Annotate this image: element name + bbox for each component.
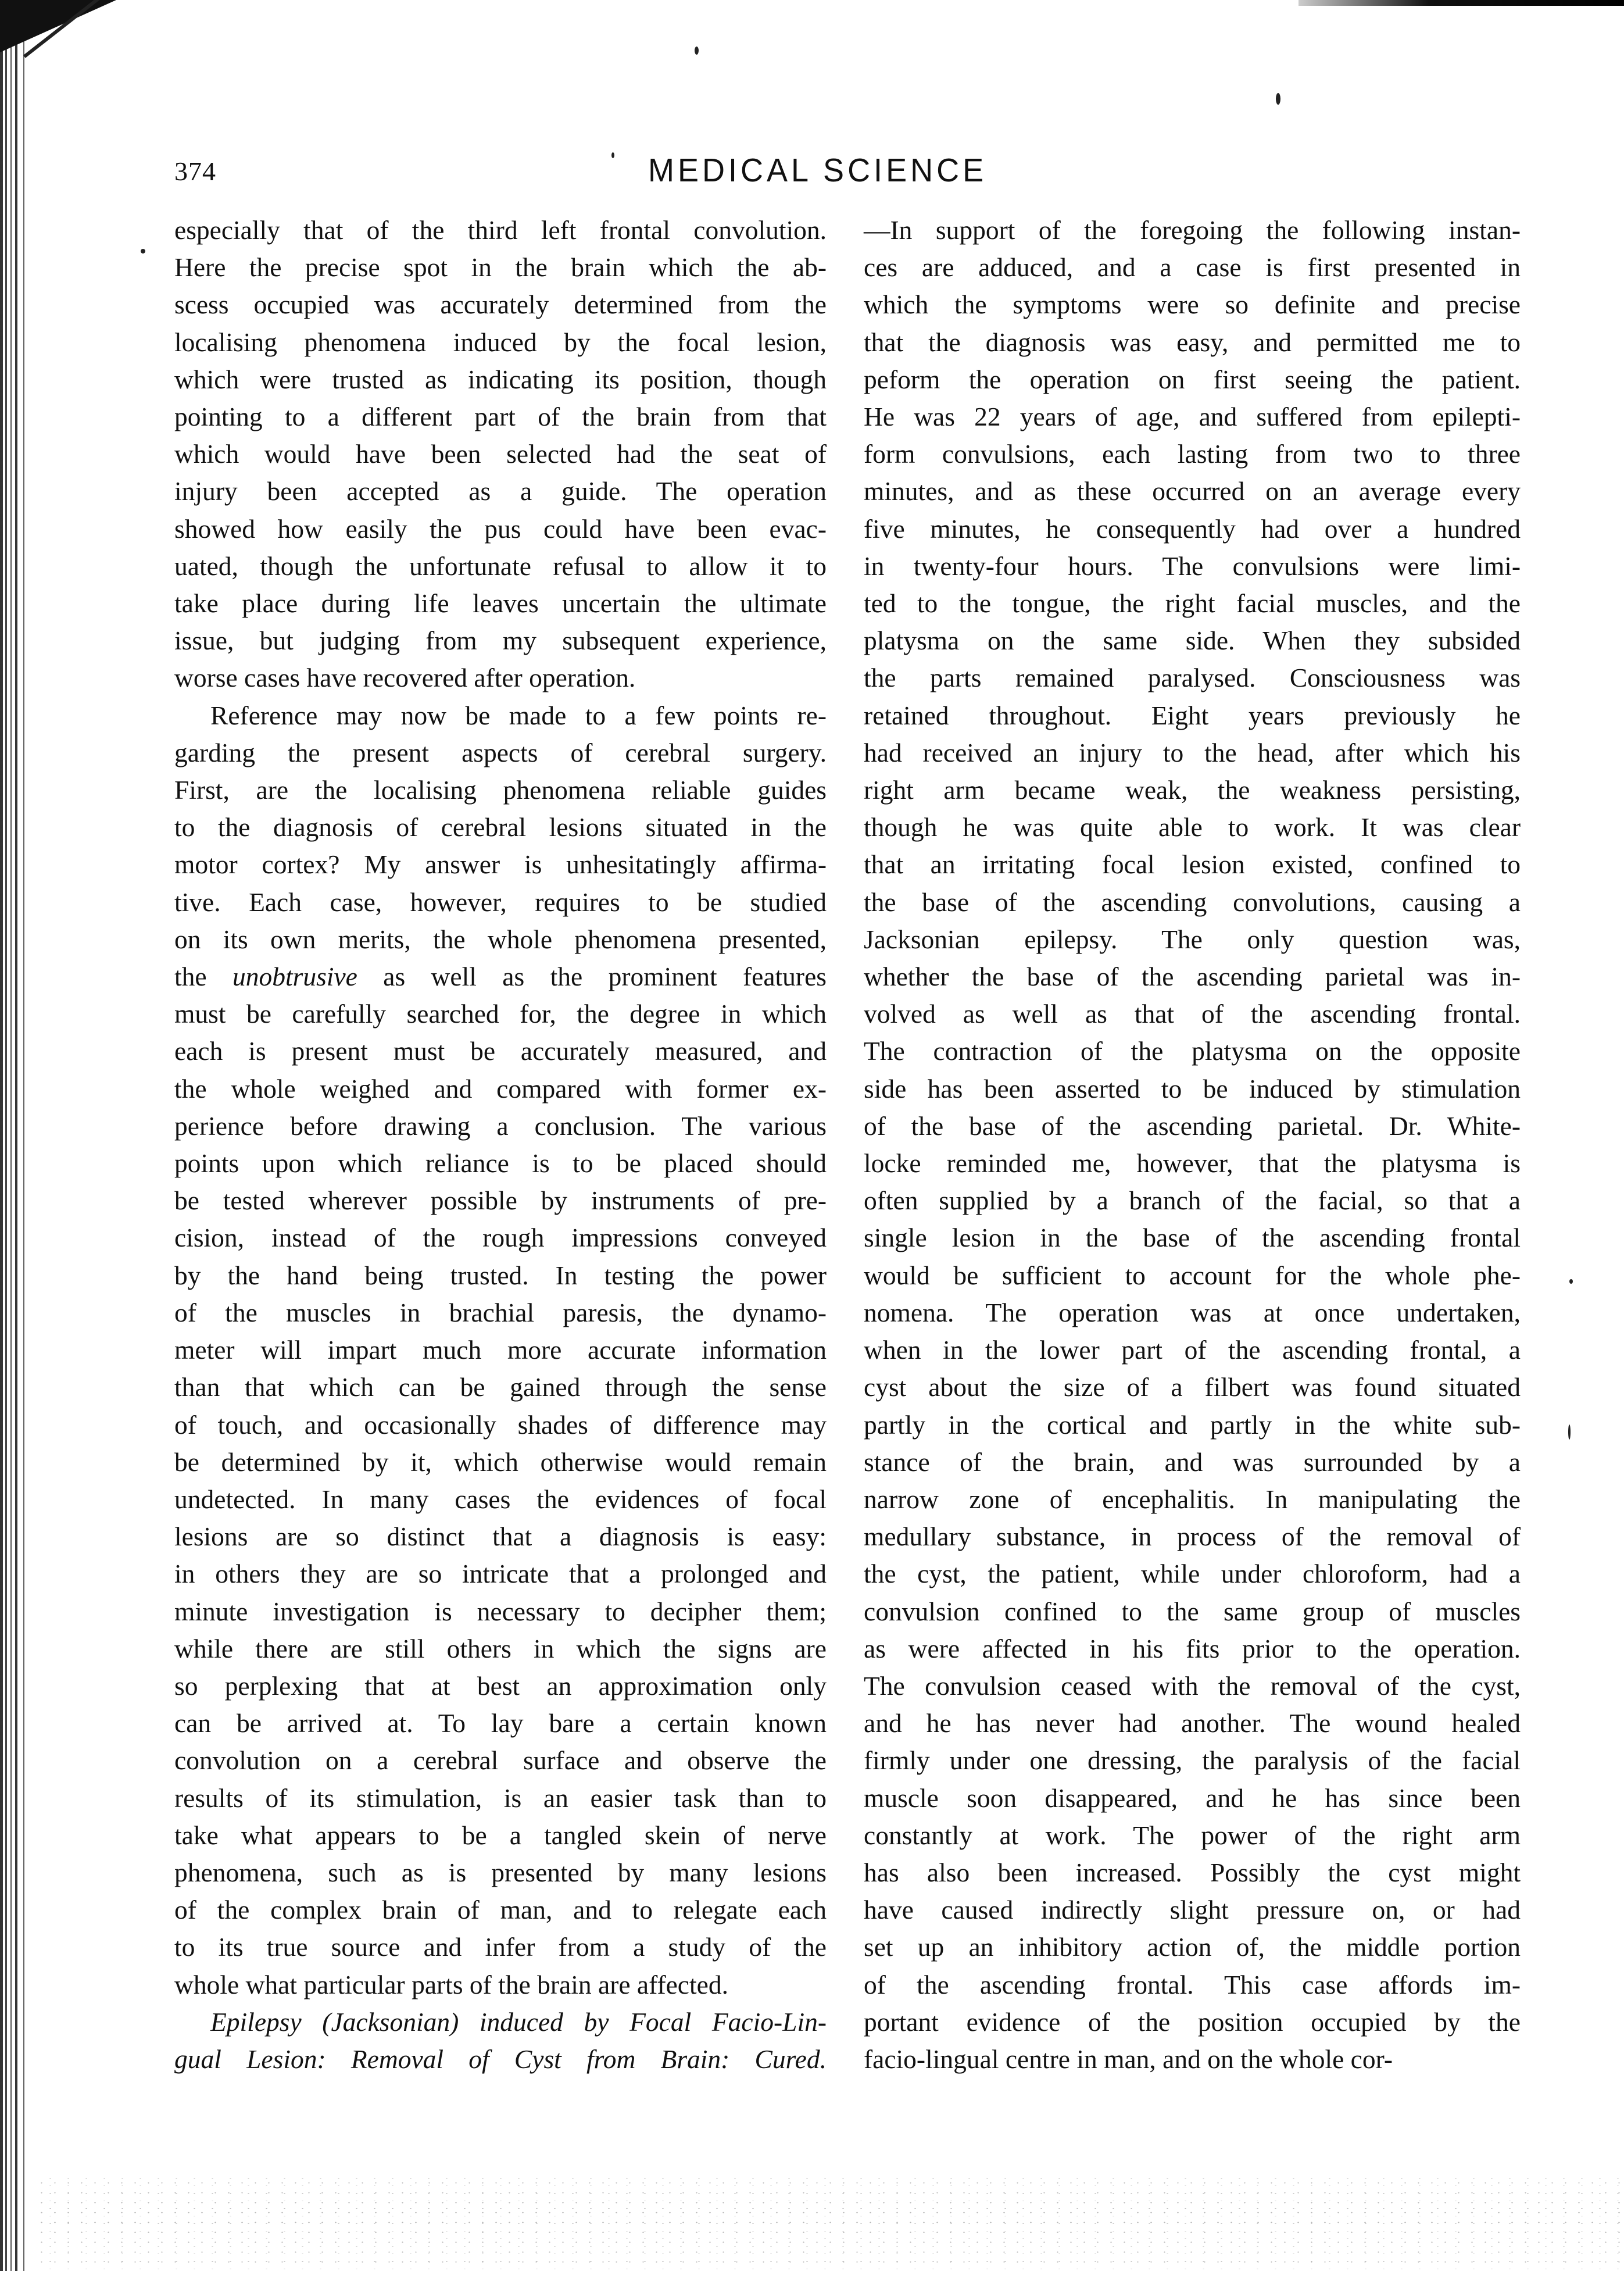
text-line: results of its stimulation, is an easier task than to bbox=[174, 1783, 827, 1813]
text-line: peform the operation on first seeing the patient. bbox=[864, 364, 1521, 394]
text-line: as were affected in his fits prior to the operation. bbox=[864, 1633, 1521, 1663]
text-line: of the complex brain of man, and to relegate each bbox=[174, 1895, 827, 1925]
text-line: which the symptoms were so definite and precise bbox=[864, 290, 1521, 320]
text-line: of the muscles in brachial paresis, the dynamo- bbox=[174, 1297, 827, 1327]
text-line: take place during life leaves uncertain the ultimate bbox=[174, 588, 827, 619]
scan-speck bbox=[1568, 1424, 1571, 1440]
scan-speck bbox=[695, 47, 699, 55]
text-line: the base of the ascending convolutions, causing a bbox=[864, 887, 1521, 917]
text-line: gual Lesion: Removal of Cyst from Brain: Cured. bbox=[174, 2044, 827, 2074]
text-line: uated, though the unfortunate refusal to allow it to bbox=[174, 551, 827, 581]
text-line: while there are still others in which the signs are bbox=[174, 1633, 827, 1663]
text-line: volved as well as that of the ascending frontal. bbox=[864, 999, 1521, 1029]
text-line: be determined by it, which otherwise would remain bbox=[174, 1447, 827, 1477]
text-line: side has been asserted to be induced by stimulation bbox=[864, 1073, 1521, 1104]
text-line: which would have been selected had the seat of bbox=[174, 439, 827, 469]
text-line: whole what particular parts of the brain are affected. bbox=[174, 1969, 728, 1999]
text-line: form convulsions, each lasting from two to three bbox=[864, 439, 1521, 469]
paragraph bbox=[864, 212, 1521, 2078]
text-line: narrow zone of encephalitis. In manipulating the bbox=[864, 1484, 1521, 1514]
text-line: partly in the cortical and partly in the white sub- bbox=[864, 1409, 1521, 1440]
text-line: be tested wherever possible by instruments of pre- bbox=[174, 1186, 827, 1216]
scan-speck bbox=[1276, 93, 1280, 105]
text-line: scess occupied was accurately determined from the bbox=[174, 290, 827, 320]
scan-corner-artifact bbox=[0, 0, 116, 52]
text-line: localising phenomena induced by the focal lesion, bbox=[174, 327, 827, 357]
text-line: though he was quite able to work. It was clear bbox=[864, 812, 1521, 842]
text-line: had received an injury to the head, after which his bbox=[864, 737, 1521, 767]
text-line: He was 22 years of age, and suffered from epilepti- bbox=[864, 402, 1521, 432]
scan-bottom-noise-artifact bbox=[35, 2178, 1624, 2271]
journal-title: MEDICAL SCIENCE bbox=[648, 152, 988, 189]
text-line: can be arrived at. To lay bare a certain known bbox=[174, 1708, 827, 1738]
text-line: that an irritating focal lesion existed, confined to bbox=[864, 849, 1521, 880]
text-line: five minutes, he consequently had over a hundred bbox=[864, 513, 1521, 544]
text-line: have caused indirectly slight pressure on, or had bbox=[864, 1895, 1521, 1925]
text-line: than that which can be gained through the sense bbox=[174, 1372, 827, 1402]
text-line: which were trusted as indicating its position, though bbox=[174, 364, 827, 394]
text-line: of the base of the ascending parietal. Dr. White- bbox=[864, 1110, 1521, 1141]
text-line: minute investigation is necessary to decipher them; bbox=[174, 1596, 827, 1626]
text-line: platysma on the same side. When they subsided bbox=[864, 626, 1521, 656]
text-line: of touch, and occasionally shades of difference may bbox=[174, 1409, 827, 1440]
text-line: issue, but judging from my subsequent experience, bbox=[174, 626, 827, 656]
text-line: facio-lingual centre in man, and on the whole cor- bbox=[864, 2044, 1393, 2074]
text-line: to its true source and infer from a study of the bbox=[174, 1932, 827, 1962]
text-line: cision, instead of the rough impressions conveyed bbox=[174, 1223, 827, 1253]
text-line: often supplied by a branch of the facial, so that a bbox=[864, 1186, 1521, 1216]
section-heading bbox=[174, 2004, 827, 2078]
text-line: showed how easily the pus could have been evac- bbox=[174, 513, 827, 544]
text-line: set up an inhibitory action of, the middle portion bbox=[864, 1932, 1521, 1962]
text-line: cyst about the size of a filbert was found situated bbox=[864, 1372, 1521, 1402]
text-line: Here the precise spot in the brain which the ab- bbox=[174, 252, 827, 283]
text-line: firmly under one dressing, the paralysis of the facial bbox=[864, 1745, 1521, 1776]
text-line: points upon which reliance is to be placed should bbox=[174, 1148, 827, 1179]
text-line: each is present must be accurately measured, and bbox=[174, 1036, 827, 1066]
italic-emphasis: unobtrusive bbox=[232, 962, 357, 992]
text-line: convolution on a cerebral surface and observe the bbox=[174, 1745, 827, 1776]
text-line: injury been accepted as a guide. The operation bbox=[174, 476, 827, 506]
paragraph bbox=[174, 212, 827, 697]
text-line: ces are adduced, and a case is first presented in bbox=[864, 252, 1521, 283]
text-line: meter will impart much more accurate information bbox=[174, 1335, 827, 1365]
scan-speck bbox=[1569, 1279, 1573, 1284]
text-line: perience before drawing a conclusion. The various bbox=[174, 1110, 827, 1141]
scan-edge-artifact bbox=[0, 0, 41, 2271]
text-line: ted to the tongue, the right facial muscles, and the bbox=[864, 588, 1521, 619]
text-line: phenomena, such as is presented by many lesions bbox=[174, 1857, 827, 1887]
scan-top-strip-artifact bbox=[1299, 0, 1624, 6]
text-line: Jacksonian epilepsy. The only question was, bbox=[864, 924, 1521, 954]
text-line: muscle soon disappeared, and he has since been bbox=[864, 1783, 1521, 1813]
text-line: that the diagnosis was easy, and permitted me to bbox=[864, 327, 1521, 357]
text-line: garding the present aspects of cerebral surgery. bbox=[174, 737, 827, 767]
text-line: medullary substance, in process of the removal of bbox=[864, 1522, 1521, 1552]
right-column bbox=[864, 212, 1521, 2078]
text-line: the parts remained paralysed. Consciousness was bbox=[864, 663, 1521, 693]
text-line: would be sufficient to account for the whole phe- bbox=[864, 1260, 1521, 1290]
text-line: on its own merits, the whole phenomena presented, bbox=[174, 924, 827, 954]
text-line: the unobtrusive as well as the prominent features bbox=[174, 962, 827, 992]
text-line: Epilepsy (Jacksonian) induced by Focal Facio-Lin- bbox=[210, 2006, 827, 2037]
text-line: tive. Each case, however, requires to be studied bbox=[174, 887, 827, 917]
text-line: take what appears to be a tangled skein of nerve bbox=[174, 1820, 827, 1850]
text-line: whether the base of the ascending parietal was in- bbox=[864, 962, 1521, 992]
text-line: of the ascending frontal. This case affords im- bbox=[864, 1969, 1521, 1999]
text-line: constantly at work. The power of the right arm bbox=[864, 1820, 1521, 1850]
text-line: convulsion confined to the same group of muscles bbox=[864, 1596, 1521, 1626]
paragraph bbox=[174, 697, 827, 2004]
scan-speck bbox=[141, 249, 145, 253]
text-line: in others they are so intricate that a prolonged and bbox=[174, 1559, 827, 1589]
text-line: pointing to a different part of the brain from that bbox=[174, 402, 827, 432]
text-line: the cyst, the patient, while under chloroform, had a bbox=[864, 1559, 1521, 1589]
text-line: worse cases have recovered after operation. bbox=[174, 663, 636, 693]
text-line: The contraction of the platysma on the opposite bbox=[864, 1036, 1521, 1066]
text-line: motor cortex? My answer is unhesitatingly affirma- bbox=[174, 849, 827, 880]
text-line: so perplexing that at best an approximation only bbox=[174, 1670, 827, 1701]
text-line: to the diagnosis of cerebral lesions situated in the bbox=[174, 812, 827, 842]
left-column bbox=[174, 212, 827, 2078]
text-line: portant evidence of the position occupied by the bbox=[864, 2006, 1521, 2037]
page-number: 374 bbox=[174, 156, 216, 186]
text-line: The convulsion ceased with the removal of the cyst, bbox=[864, 1670, 1521, 1701]
text-line: must be carefully searched for, the degree in which bbox=[174, 999, 827, 1029]
text-line: lesions are so distinct that a diagnosis is easy: bbox=[174, 1522, 827, 1552]
text-line: nomena. The operation was at once undertaken, bbox=[864, 1297, 1521, 1327]
text-line: minutes, and as these occurred on an average every bbox=[864, 476, 1521, 506]
text-line: the whole weighed and compared with former ex- bbox=[174, 1073, 827, 1104]
text-line: —In support of the foregoing the following instan- bbox=[864, 215, 1521, 245]
text-line: undetected. In many cases the evidences of focal bbox=[174, 1484, 827, 1514]
text-line: First, are the localising phenomena reliable guides bbox=[174, 775, 827, 805]
text-line: single lesion in the base of the ascending frontal bbox=[864, 1223, 1521, 1253]
text-line: locke reminded me, however, that the platysma is bbox=[864, 1148, 1521, 1179]
text-line: Reference may now be made to a few points re- bbox=[210, 700, 827, 730]
text-line: has also been increased. Possibly the cyst might bbox=[864, 1857, 1521, 1887]
text-line: retained throughout. Eight years previously he bbox=[864, 700, 1521, 730]
text-line: by the hand being trusted. In testing the power bbox=[174, 1260, 827, 1290]
text-line: stance of the brain, and was surrounded by a bbox=[864, 1447, 1521, 1477]
text-line: right arm became weak, the weakness persisting, bbox=[864, 775, 1521, 805]
text-line: in twenty-four hours. The convulsions were limi- bbox=[864, 551, 1521, 581]
text-line: especially that of the third left frontal convolution. bbox=[174, 215, 827, 245]
running-head bbox=[174, 152, 1520, 187]
text-line: and he has never had another. The wound healed bbox=[864, 1708, 1521, 1738]
text-line: when in the lower part of the ascending frontal, a bbox=[864, 1335, 1521, 1365]
